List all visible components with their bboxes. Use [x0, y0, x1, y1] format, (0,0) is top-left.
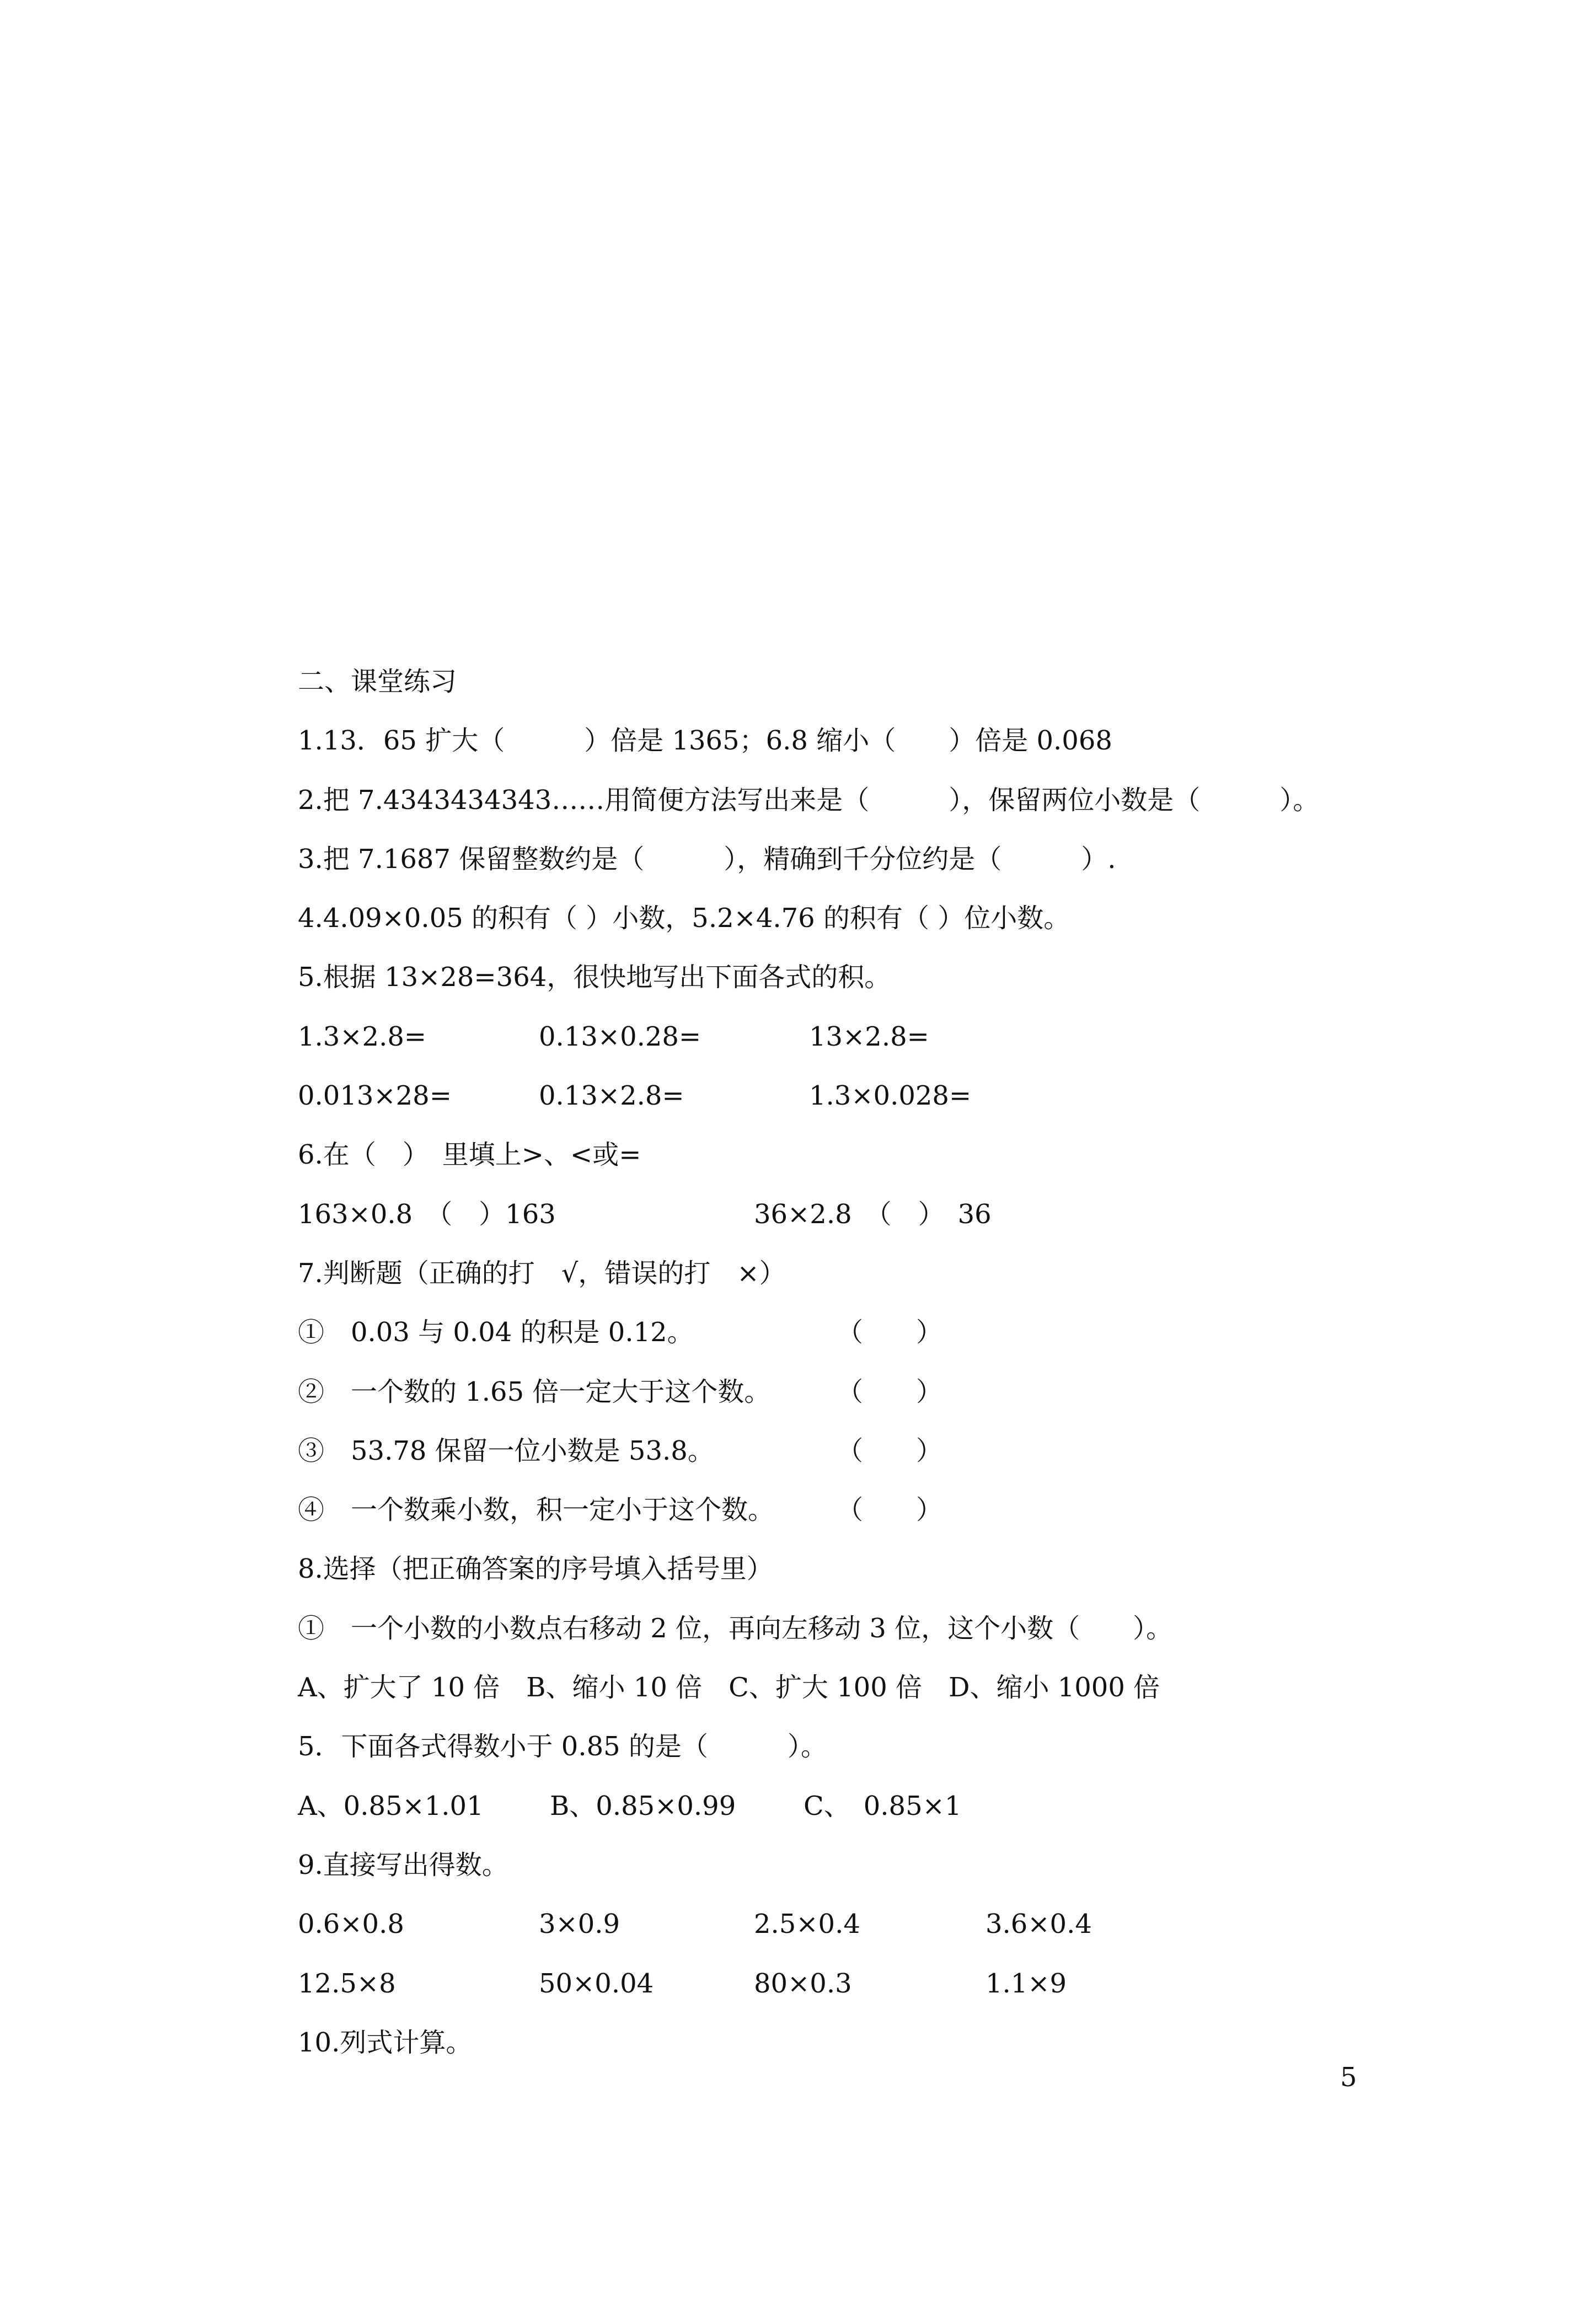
q9-expression: 50×0.04: [539, 1968, 654, 1999]
q5-expression: 13×2.8=: [809, 1021, 929, 1052]
question-9-prompt: 9.直接写出得数。: [298, 1849, 508, 1881]
q5-expression: 1.3×2.8=: [298, 1021, 427, 1052]
question-5-row-2: [298, 1067, 1401, 1126]
q9-expression: 1.1×9: [986, 1968, 1067, 1999]
question-5-row-1: [298, 1008, 1401, 1067]
question-9-row-2: [298, 1954, 1401, 2013]
question-8-prompt: 8.选择（把正确答案的序号填入括号里）: [298, 1553, 773, 1585]
question-8-sub-2-options: [298, 1777, 1401, 1836]
page-number: 5: [1340, 2062, 1357, 2093]
question-2: 2.把 7.4343434343……用简便方法写出来是（ ），保留两位小数是（ ）。: [298, 784, 1320, 816]
question-3: 3.把 7.1687 保留整数约是（ ），精确到千分位约是（ ）.: [298, 843, 1116, 875]
judgement-answer-blank: （ ）: [837, 1317, 943, 1348]
judgement-statement: ② 一个数的 1.65 倍一定大于这个数。: [298, 1376, 771, 1407]
q5-expression: 0.13×0.28=: [539, 1021, 701, 1052]
q9-expression: 0.6×0.8: [298, 1909, 404, 1940]
question-7-item-1: [298, 1303, 1401, 1362]
question-8-sub-2: 5．下面各式得数小于 0.85 的是（ ）。: [298, 1731, 827, 1762]
q9-expression: 80×0.3: [754, 1968, 852, 1999]
question-6-items: [298, 1185, 1401, 1244]
q9-expression: 2.5×0.4: [754, 1909, 860, 1940]
question-7-prompt: 7.判断题（正确的打 √，错误的打 ×）: [298, 1257, 786, 1289]
choice-option: A、0.85×1.01: [298, 1790, 484, 1822]
q6-comparison: 36×2.8 （ ） 36: [754, 1198, 992, 1230]
exercise-section: [298, 652, 1401, 2072]
q5-expression: 0.013×28=: [298, 1080, 452, 1112]
judgement-answer-blank: （ ）: [837, 1494, 943, 1526]
q9-expression: 3×0.9: [539, 1909, 620, 1940]
question-9-row-1: [298, 1895, 1401, 1954]
q5-expression: 1.3×0.028=: [809, 1080, 972, 1112]
question-10-prompt: 10.列式计算。: [298, 2027, 473, 2058]
choice-option: B、0.85×0.99: [550, 1790, 736, 1822]
judgement-answer-blank: （ ）: [837, 1435, 943, 1466]
choice-option: C、 0.85×1: [804, 1790, 962, 1822]
judgement-statement: ④ 一个数乘小数，积一定小于这个数。: [298, 1494, 775, 1526]
question-6-prompt: 6.在（ ） 里填上>、<或=: [298, 1139, 641, 1171]
q5-expression: 0.13×2.8=: [539, 1080, 684, 1112]
question-1: 1.13．65 扩大（ ）倍是 1365；6.8 缩小（ ）倍是 0.068: [298, 725, 1112, 757]
q9-expression: 3.6×0.4: [986, 1909, 1092, 1940]
question-5-prompt: 5.根据 13×28=364，很快地写出下面各式的积。: [298, 962, 891, 993]
section-title: 二、课堂练习: [298, 666, 457, 697]
question-4: 4.4.09×0.05 的积有（ ）小数，5.2×4.76 的积有（ ）位小数。: [298, 903, 1070, 934]
q6-comparison: 163×0.8 （ ）163: [298, 1198, 556, 1230]
judgement-answer-blank: （ ）: [837, 1376, 943, 1407]
question-7-item-4: [298, 1481, 1401, 1540]
question-8-sub-1: ① 一个小数的小数点右移动 2 位，再向左移动 3 位，这个小数（ ）。: [298, 1612, 1173, 1644]
question-8-sub-1-options: A、扩大了 10 倍 B、缩小 10 倍 C、扩大 100 倍 D、缩小 1000 倍: [298, 1672, 1160, 1703]
judgement-statement: ① 0.03 与 0.04 的积是 0.12。: [298, 1317, 694, 1348]
judgement-statement: ③ 53.78 保留一位小数是 53.8。: [298, 1435, 714, 1466]
q9-expression: 12.5×8: [298, 1968, 396, 1999]
question-7-item-3: [298, 1422, 1401, 1481]
question-7-item-2: [298, 1363, 1401, 1422]
